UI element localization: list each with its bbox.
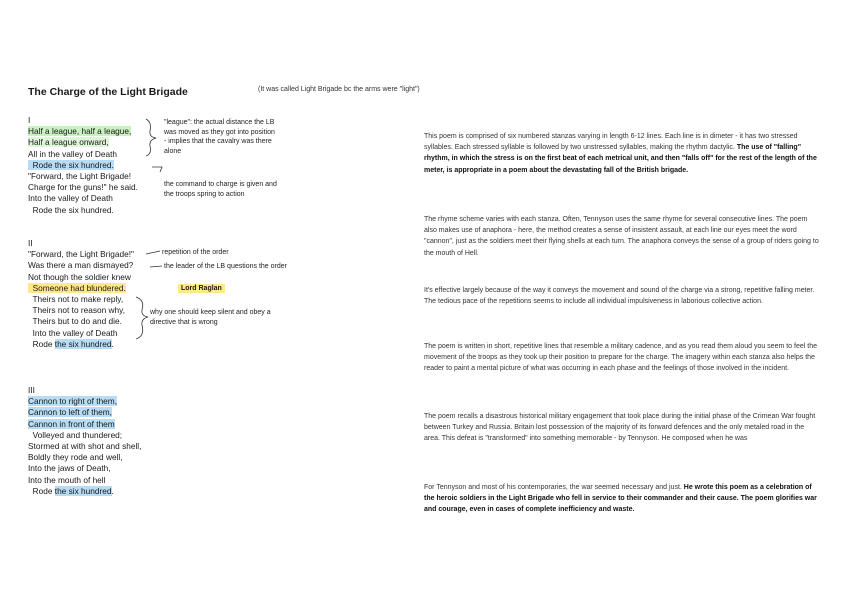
commentary-paragraph-2: The rhyme scheme varies with each stanza. Often, Tennyson uses the same rhyme for several consecutive lines. The poem also makes use of anaphora - here, the method creates a sense of insistent assault, at each line our eyes meet the word "cannon", just as the soldiers meet their flying shells at each turn. The anaphora conveys the sense of a group of riders going to the mouth of Hell. bbox=[424, 216, 819, 257]
lord-raglan-label: Lord Raglan bbox=[178, 284, 225, 293]
annotation-leader: the leader of the LB questions the order bbox=[164, 263, 287, 270]
poem-line: "Forward, the Light Brigade!" bbox=[28, 249, 134, 260]
poem-line: Rode the six hundred. bbox=[28, 159, 114, 170]
annotation-charge: the command to charge is given and the troops spring to action bbox=[164, 181, 277, 198]
poem-line: Into the jaws of Death, bbox=[28, 463, 111, 474]
poem-line: Boldly they rode and well, bbox=[28, 452, 123, 463]
bracket-silent bbox=[136, 297, 148, 339]
bracket-league bbox=[146, 119, 156, 156]
poem-line: Was there a man dismayed? bbox=[28, 260, 134, 271]
commentary-paragraph-4: The poem is written in short, repetitive lines that resemble a military cadence, and as you read them aloud you seem to feel the movement of the troops as they took up their position to prepare for the charge. The imagery within each stanza also helps the reader to paint a mental picture of what was occurring in each phase and the feelings of those involved in the incident. bbox=[424, 343, 817, 373]
stanza-number: II bbox=[28, 238, 33, 248]
poem-line: Into the valley of Death bbox=[28, 327, 118, 338]
stanza-number: III bbox=[28, 385, 35, 395]
commentary-paragraph-3: It's effective largely because of the way it conveys the movement and sound of the charge via a strong, repetitive falling meter. The tedious pace of the repetitions seems to include all individual impulsiveness in laborious collective action. bbox=[424, 287, 815, 306]
poem-line: Theirs but to do and die. bbox=[28, 316, 122, 327]
poem-line: Rode the six hundred. bbox=[28, 338, 114, 349]
poem-line: Cannon in front of them bbox=[28, 418, 115, 429]
page-title: The Charge of the Light Brigade bbox=[28, 86, 188, 98]
poem-line: Half a league onward, bbox=[28, 137, 109, 148]
commentary-paragraph-1: This poem is comprised of six numbered stanzas varying in length 6-12 lines. Each line is in dimeter - it has two stressed syllables. Each stressed syllable is followed by two unstressed syllables, making the rhythm dactylic. The use of "falling" rhythm, in which the stress is on the first beat of each metrical unit, and then "falls off" for the rest of the length of the meter, is appropriate in a poem about the devastating fall of the British brigade. bbox=[424, 133, 817, 174]
arrow-leader bbox=[150, 266, 162, 267]
poem-line: Into the mouth of hell bbox=[28, 474, 106, 485]
commentary-paragraph-6: For Tennyson and most of his contemporaries, the war seemed necessary and just. He wrote this poem as a celebration of the heroic soldiers in the Light Brigade who fell in service to their commander and their cause. The poem glorifies war and courage, even in cases of complete inefficiency and waste. bbox=[424, 484, 817, 514]
title-note: (It was called Light Brigade bc the arms were "light") bbox=[258, 86, 420, 93]
poem-line: Cannon to left of them, bbox=[28, 407, 112, 418]
poem-line: Charge for the guns!" he said. bbox=[28, 182, 138, 193]
arrow-repetition bbox=[146, 251, 160, 254]
annotation-repetition: repetition of the order bbox=[162, 249, 229, 256]
stanza-number: I bbox=[28, 115, 31, 125]
poem-line: Theirs not to make reply, bbox=[28, 293, 124, 304]
poem-line: Cannon to right of them, bbox=[28, 396, 118, 407]
poem-line: Half a league, half a league, bbox=[28, 126, 132, 137]
bracket-charge bbox=[152, 167, 162, 172]
poem-line: Not though the soldier knew bbox=[28, 271, 131, 282]
poem-line: Stormed at with shot and shell, bbox=[28, 440, 142, 451]
poem-line: Rode the six hundred. bbox=[28, 204, 114, 215]
poem-line: Rode the six hundred. bbox=[28, 485, 114, 496]
poem-line: Volleyed and thundered; bbox=[28, 429, 123, 440]
poem-line: "Forward, the Light Brigade! bbox=[28, 170, 132, 181]
poem-line: All in the valley of Death bbox=[28, 148, 118, 159]
annotation-silent: why one should keep silent and obey a directive that is wrong bbox=[150, 309, 271, 326]
commentary-paragraph-5: The poem recalls a disastrous historical military engagement that took place during the initial phase of the Crimean War fought between Turkey and Russia. Britain lost possession of the majority of its forward defences and the only metaled road in the area. This defeat is "transformed" into something memorable - by Tennyson. He composed when he was bbox=[424, 413, 816, 443]
poem-line: Into the valley of Death bbox=[28, 193, 113, 204]
poem-line: Theirs not to reason why, bbox=[28, 305, 125, 316]
poem-line: Someone had blundered. bbox=[28, 282, 126, 293]
annotation-league: "league": the actual distance the LB was moved as they got into position - implies that the cavalry was there alone bbox=[164, 119, 275, 155]
